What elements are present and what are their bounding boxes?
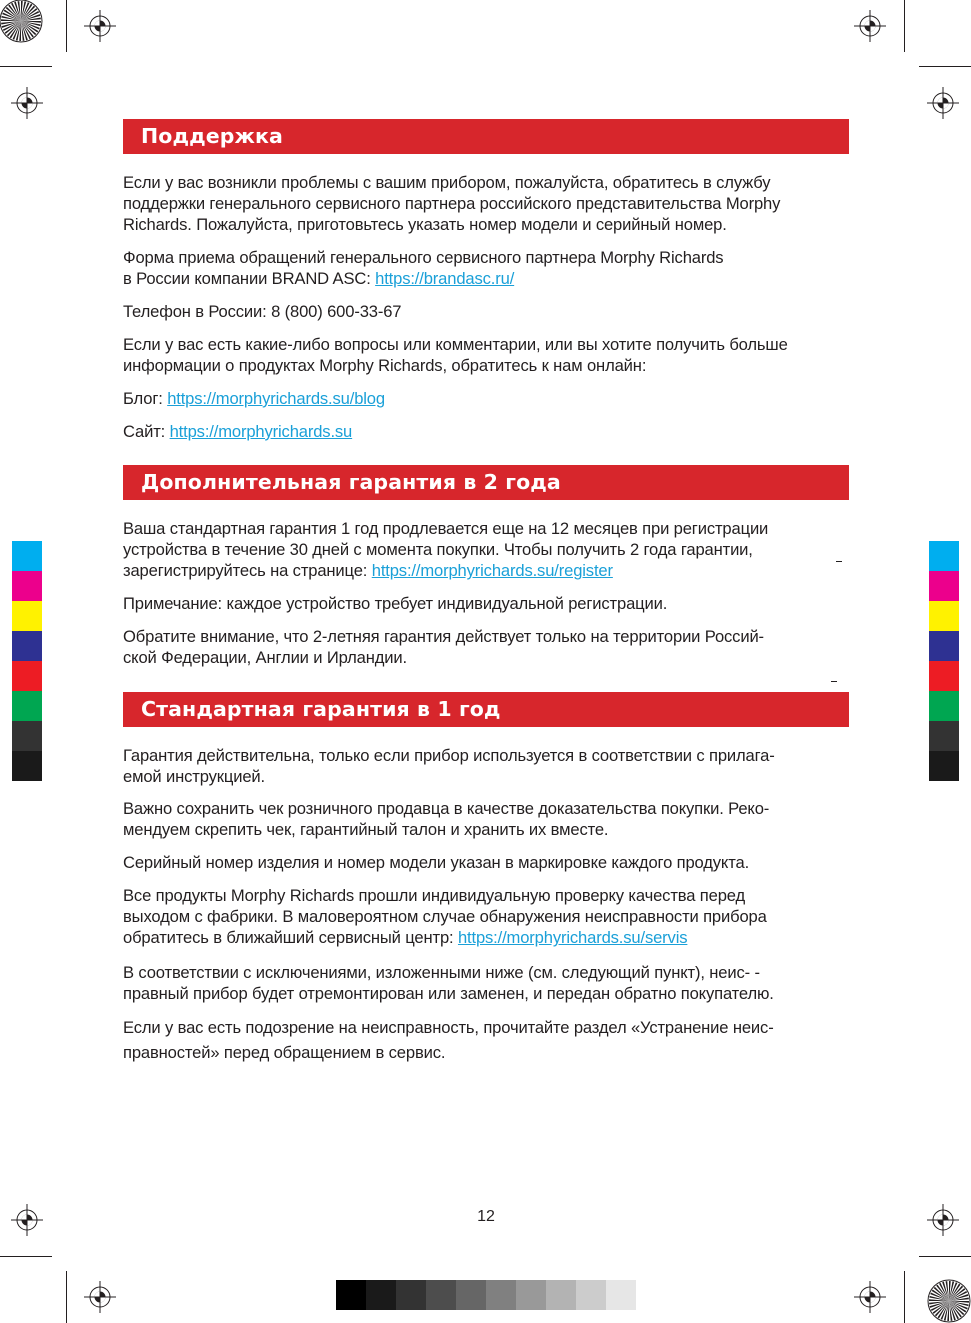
gray-swatch <box>366 1280 396 1310</box>
text-line: В соответствии с исключениями, изложенными ниже (см. следующий пункт), неис- - <box>123 963 760 982</box>
color-swatch <box>929 601 959 631</box>
text-line: Обратите внимание, что 2-летняя гарантия действует только на территории Россий- <box>123 627 764 646</box>
blog-label: Блог: <box>123 389 168 408</box>
servis-link[interactable]: https://morphyrichards.su/servis <box>457 928 688 948</box>
registration-target-icon <box>84 10 116 42</box>
text-line: емой инструкцией. <box>123 767 266 787</box>
text-fragment: зарегистрируйтесь на странице: <box>123 561 372 581</box>
color-swatch <box>929 631 959 661</box>
color-swatch <box>12 571 42 601</box>
text-line: Если у вас возникли проблемы с вашим прибором, пожалуйста, обратитесь в службу <box>123 173 771 192</box>
text-line: Форма приема обращений генерального сервисного партнера Morphy Richards <box>123 248 724 267</box>
standard-paragraph-1 <box>123 745 858 787</box>
text-line: устройства в течение 30 дней с момента покупки. Чтобы получить 2 года гарантии, <box>123 540 753 560</box>
registration-target-icon <box>84 1281 116 1313</box>
support-paragraph-1 <box>123 172 858 236</box>
extended-paragraph-1 <box>123 518 858 582</box>
text-line: Richards. Пожалуйста, приготовьтесь указать номер модели и серийный номер. <box>123 215 727 235</box>
gray-swatch <box>516 1280 546 1310</box>
color-swatch <box>929 571 959 601</box>
gray-swatch <box>546 1280 576 1310</box>
text-line: правностей» перед обращением в сервис. <box>123 1042 446 1062</box>
starburst-icon <box>928 1280 970 1322</box>
support-paragraph-4 <box>123 334 858 376</box>
text-line: Если у вас есть какие-либо вопросы или комментарии, или вы хотите получить больше <box>123 335 788 354</box>
text-line: информации о продуктах Morphy Richards, обратитесь к нам онлайн: <box>123 356 647 376</box>
color-swatch <box>12 631 42 661</box>
blog-link[interactable]: https://morphyrichards.su/blog <box>167 389 385 408</box>
text-line: мендуем скрепить чек, гарантийный талон и хранить их вместе. <box>123 820 609 840</box>
text-fragment: обратитесь в ближайший сервисный центр: <box>123 928 458 948</box>
site-link[interactable]: https://morphyrichards.su <box>169 422 353 441</box>
color-swatch <box>929 721 959 751</box>
section-header-standard-warranty: Стандартная гарантия в 1 год <box>123 692 849 727</box>
register-link[interactable]: https://morphyrichards.su/register <box>371 561 613 581</box>
gray-swatch <box>396 1280 426 1310</box>
registration-target-icon <box>854 1281 886 1313</box>
standard-paragraph-4 <box>123 885 858 949</box>
gray-swatch <box>576 1280 606 1310</box>
color-swatch <box>12 751 42 781</box>
gray-swatch <box>606 1280 636 1310</box>
text-line: правный прибор будет отремонтирован или заменен, и передан обратно покупателю. <box>123 984 774 1004</box>
section-header-extended-warranty: Дополнительная гарантия в 2 года <box>123 465 849 500</box>
text-line: Все продукты Morphy Richards прошли индивидуальную проверку качества перед <box>123 886 746 905</box>
color-swatch <box>929 661 959 691</box>
gray-swatch <box>456 1280 486 1310</box>
brandasc-link[interactable]: https://brandasc.ru/ <box>375 269 515 289</box>
extended-paragraph-3 <box>123 626 858 668</box>
standard-paragraph-6 <box>123 1016 858 1065</box>
extended-note: Примечание: каждое устройство требует индивидуальной регистрации. <box>123 594 668 613</box>
site-label: Сайт: <box>123 422 170 441</box>
support-paragraph-2 <box>123 247 858 289</box>
margin-tick <box>836 561 842 562</box>
text-line: Если у вас есть подозрение на неисправность, прочитайте раздел «Устранение неис- <box>123 1018 774 1037</box>
color-swatch <box>12 541 42 571</box>
starburst-icon <box>0 0 42 42</box>
registration-target-icon <box>927 1204 959 1236</box>
page-number: 12 <box>477 1208 495 1225</box>
gray-swatch <box>486 1280 516 1310</box>
text-line: Важно сохранить чек розничного продавца в качестве доказательства покупки. Реко- <box>123 799 770 818</box>
color-swatch <box>12 721 42 751</box>
margin-tick <box>831 681 837 682</box>
gray-swatch <box>336 1280 366 1310</box>
registration-target-icon <box>11 87 43 119</box>
registration-target-icon <box>927 87 959 119</box>
support-site <box>123 421 858 442</box>
color-swatch <box>929 751 959 781</box>
color-swatch <box>12 661 42 691</box>
color-swatch <box>12 691 42 721</box>
text-fragment: в России компании BRAND ASC: <box>123 269 376 289</box>
registration-target-icon <box>11 1204 43 1236</box>
text-line: Гарантия действительна, только если прибор используется в соответствии с прилага- <box>123 746 775 765</box>
standard-paragraph-2 <box>123 798 858 840</box>
color-swatch <box>929 541 959 571</box>
text-line: поддержки генерального сервисного партнера российского представительства Morphy <box>123 194 781 214</box>
color-swatch <box>929 691 959 721</box>
text-line: Ваша стандартная гарантия 1 год продлевается еще на 12 месяцев при регистрации <box>123 519 769 538</box>
gray-swatch <box>426 1280 456 1310</box>
support-blog <box>123 388 858 409</box>
registration-target-icon <box>854 10 886 42</box>
section-header-support: Поддержка <box>123 119 849 154</box>
standard-paragraph-3: Серийный номер изделия и номер модели указан в маркировке каждого продукта. <box>123 853 750 872</box>
color-swatch <box>12 601 42 631</box>
standard-paragraph-5 <box>123 962 858 1004</box>
support-phone: Телефон в России: 8 (800) 600-33-67 <box>123 302 402 321</box>
text-line: ской Федерации, Англии и Ирландии. <box>123 648 407 668</box>
text-line: выходом с фабрики. В маловероятном случае обнаружения неисправности прибора <box>123 907 767 927</box>
